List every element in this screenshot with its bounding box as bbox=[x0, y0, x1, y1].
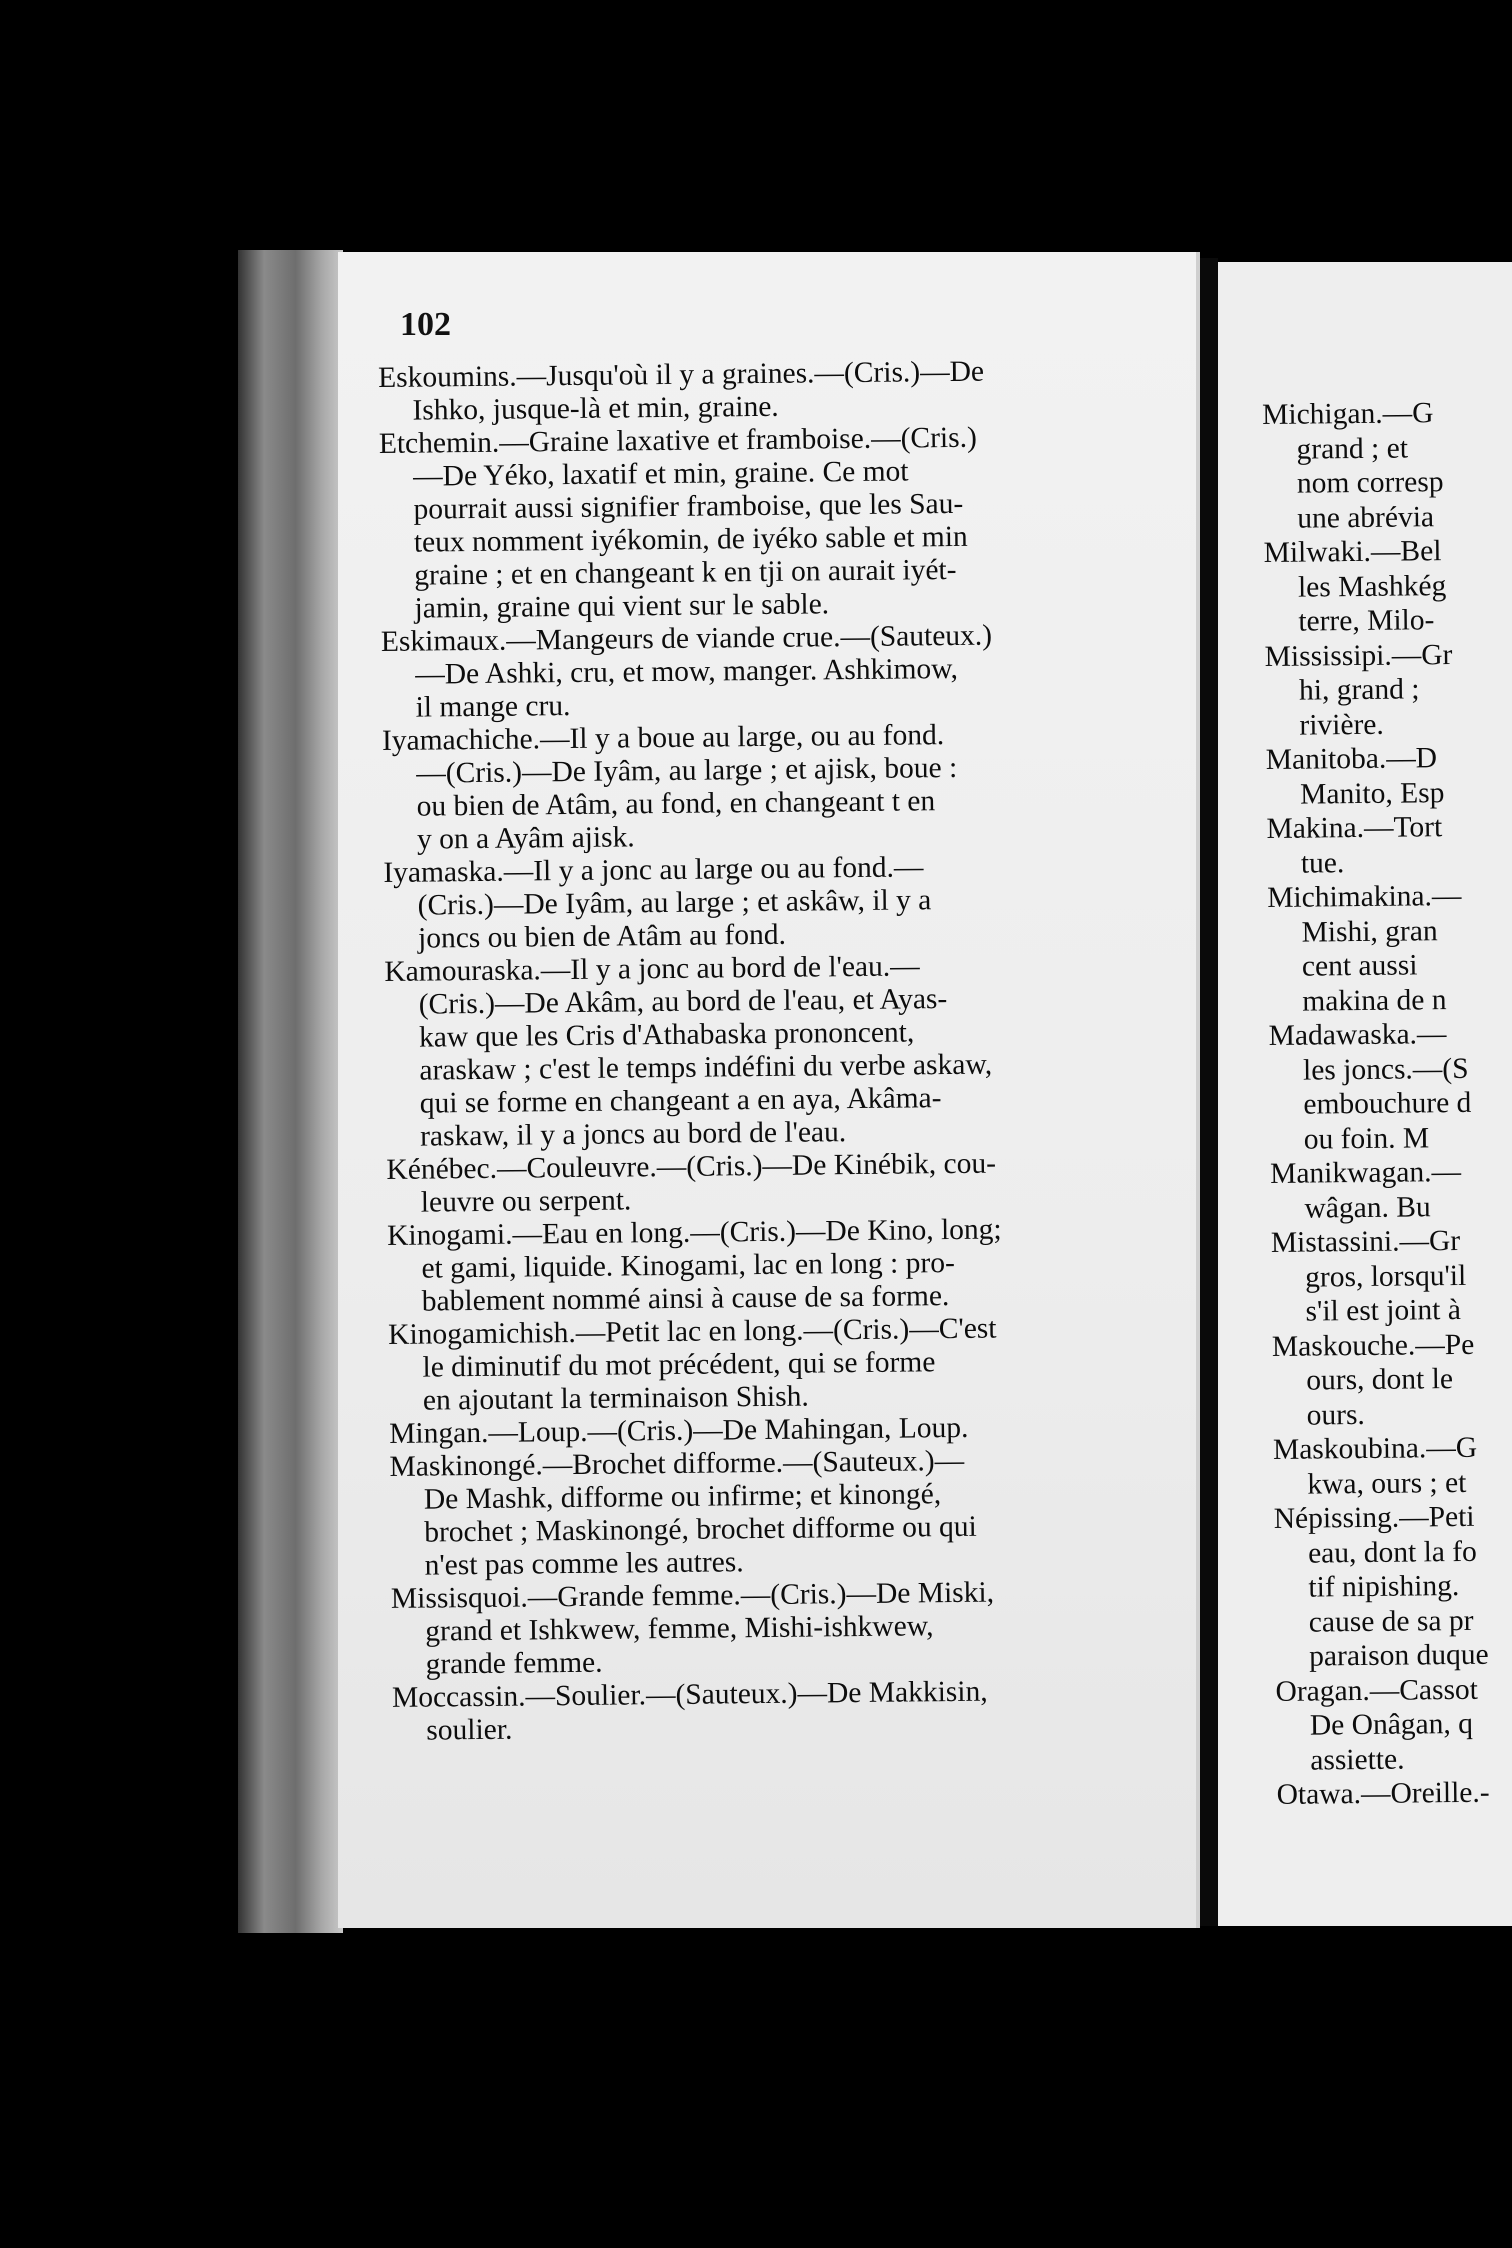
text-line: grand et Ishkwew, femme, Mishi-ishkwew, bbox=[425, 1610, 934, 1648]
text-line: Madawaska.— bbox=[1268, 1018, 1447, 1052]
text-line: Manikwagan.— bbox=[1269, 1155, 1462, 1190]
text-line: graine ; et en changeant k en tji on aurait iyét- bbox=[414, 553, 957, 592]
text-line: Manito, Esp bbox=[1299, 776, 1445, 811]
text-line: jamin, graine qui vient sur le sable. bbox=[414, 588, 830, 625]
text-line: Kinogamichish.—Petit lac en long.—(Cris.)—C'est bbox=[388, 1312, 997, 1351]
text-line: ou bien de Atâm, au fond, en changeant t en bbox=[416, 785, 936, 823]
text-line: hi, grand ; bbox=[1298, 673, 1420, 707]
text-line: Népissing.—Peti bbox=[1273, 1500, 1475, 1535]
text-line: Mississipi.—Gr bbox=[1264, 638, 1453, 673]
text-line: Maskoubina.—G bbox=[1272, 1431, 1478, 1466]
text-line: et gami, liquide. Kinogami, lac en long : pro- bbox=[421, 1247, 955, 1285]
text-line: embouchure d bbox=[1303, 1086, 1472, 1121]
text-line: —De Yéko, laxatif et min, graine. Ce mot bbox=[413, 455, 909, 493]
text-line: rivière. bbox=[1299, 708, 1384, 742]
text-line: le diminutif du mot précédent, qui se forme bbox=[422, 1346, 936, 1384]
text-line: grande femme. bbox=[425, 1646, 603, 1681]
text-line: (Cris.)—De Iyâm, au large ; et askâw, il y a bbox=[417, 884, 932, 922]
text-line: soulier. bbox=[426, 1713, 513, 1747]
text-line: Michimakina.— bbox=[1267, 879, 1462, 914]
left-page-text bbox=[378, 354, 1120, 1748]
text-line: (Cris.)—De Akâm, au bord de l'eau, et Ayas- bbox=[418, 983, 948, 1021]
text-line: kwa, ours ; et bbox=[1307, 1466, 1467, 1501]
text-line: ours. bbox=[1306, 1398, 1366, 1432]
text-line: —De Ashki, cru, et mow, manger. Ashkimow, bbox=[415, 652, 959, 691]
text-line: Milwaki.—Bel bbox=[1263, 535, 1442, 569]
text-line: en ajoutant la terminaison Shish. bbox=[422, 1380, 809, 1417]
book-spine-edge bbox=[238, 250, 343, 1933]
text-line: Mistassini.—Gr bbox=[1270, 1224, 1461, 1259]
text-line: teux nomment iyékomin, de iyéko sable et min bbox=[413, 520, 968, 559]
text-line: Eskoumins.—Jusqu'où il y a graines.—(Cris.)—De bbox=[378, 355, 985, 394]
text-line: cent aussi bbox=[1301, 949, 1418, 983]
text-line: Michigan.—G bbox=[1262, 397, 1434, 431]
text-line: cause de sa pr bbox=[1308, 1604, 1474, 1639]
text-line: il mange cru. bbox=[415, 690, 571, 724]
text-line: bablement nommé ainsi à cause de sa forme. bbox=[421, 1280, 950, 1318]
text-line: tue. bbox=[1300, 846, 1345, 880]
text-line: Oragan.—Cassot bbox=[1275, 1673, 1479, 1708]
text-line: eau, dont la fo bbox=[1307, 1535, 1478, 1570]
text-line: assiette. bbox=[1310, 1743, 1405, 1777]
text-line: Maskinongé.—Brochet difforme.—(Sauteux.)— bbox=[389, 1444, 965, 1483]
text-line: Kénébec.—Couleuvre.—(Cris.)—De Kinébik, cou- bbox=[386, 1147, 997, 1186]
text-line: paraison duque bbox=[1309, 1638, 1489, 1673]
text-line: Iyamachiche.—Il y a boue au large, ou au fond. bbox=[381, 719, 945, 757]
text-line: Maskouche.—Pe bbox=[1271, 1328, 1475, 1363]
text-line: Manitoba.—D bbox=[1265, 742, 1438, 776]
text-line: Kinogami.—Eau en long.—(Cris.)—De Kino, long; bbox=[386, 1213, 1002, 1252]
text-line: Etchemin.—Graine laxative et framboise.—(Cris.) bbox=[378, 421, 977, 460]
text-line: Kamouraska.—Il y a jonc au bord de l'eau.— bbox=[384, 950, 920, 988]
text-line: brochet ; Maskinongé, brochet difforme ou qui bbox=[424, 1510, 977, 1549]
text-line: grand ; et bbox=[1296, 431, 1409, 466]
text-line: leuvre ou serpent. bbox=[420, 1184, 632, 1219]
text-line: Moccassin.—Soulier.—(Sauteux.)—De Makkisin, bbox=[391, 1675, 988, 1714]
text-line: Eskimaux.—Mangeurs de viande crue.—(Sauteux.) bbox=[380, 619, 993, 658]
text-line: tif nipishing. bbox=[1308, 1570, 1460, 1604]
text-line: Mingan.—Loup.—(Cris.)—De Mahingan, Loup. bbox=[389, 1411, 969, 1450]
text-line: araskaw ; c'est le temps indéfini du verbe askaw, bbox=[419, 1048, 993, 1087]
text-line: terre, Milo- bbox=[1298, 604, 1435, 638]
text-line: s'il est joint à bbox=[1305, 1293, 1461, 1328]
text-line: nom corresp bbox=[1296, 466, 1444, 500]
text-line: pourrait aussi signifier framboise, que les Sau- bbox=[413, 487, 964, 526]
text-line: Missisquoi.—Grande femme.—(Cris.)—De Miski, bbox=[390, 1576, 995, 1615]
text-line: De Mashk, difforme ou infirme; et kinongé, bbox=[423, 1478, 942, 1516]
text-line: Otawa.—Oreille.- bbox=[1276, 1776, 1490, 1811]
text-line: makina de n bbox=[1302, 983, 1447, 1018]
text-line: y on a Ayâm ajisk. bbox=[416, 821, 635, 856]
text-line: Mishi, gran bbox=[1301, 914, 1438, 949]
text-line: les Mashkég bbox=[1297, 569, 1447, 604]
page-number: 102 bbox=[400, 306, 451, 343]
text-line: joncs ou bien de Atâm au fond. bbox=[417, 918, 787, 955]
text-line: kaw que les Cris d'Athabaska prononcent, bbox=[418, 1016, 915, 1054]
text-line: n'est pas comme les autres. bbox=[424, 1546, 744, 1582]
text-line: wâgan. Bu bbox=[1304, 1190, 1431, 1225]
text-line: qui se forme en changeant a en aya, Akâma- bbox=[419, 1082, 942, 1120]
text-line: Ishko, jusque-là et min, graine. bbox=[412, 390, 779, 427]
text-line: raskaw, il y a joncs au bord de l'eau. bbox=[419, 1116, 847, 1153]
text-line: De Onâgan, q bbox=[1309, 1707, 1474, 1742]
text-line: ours, dont le bbox=[1306, 1363, 1454, 1397]
text-line: gros, lorsqu'il bbox=[1305, 1259, 1467, 1294]
text-line: Iyamaska.—Il y a jonc au large ou au fond.— bbox=[383, 851, 924, 889]
page-gutter bbox=[1200, 258, 1218, 1926]
right-page-text bbox=[1262, 394, 1512, 1813]
text-line: une abrévia bbox=[1297, 500, 1435, 535]
text-line: ou foin. M bbox=[1303, 1121, 1430, 1156]
text-line: les joncs.—(S bbox=[1302, 1052, 1469, 1087]
text-line: —(Cris.)—De Iyâm, au large ; et ajisk, boue : bbox=[416, 751, 958, 790]
text-line: Makina.—Tort bbox=[1266, 811, 1443, 845]
